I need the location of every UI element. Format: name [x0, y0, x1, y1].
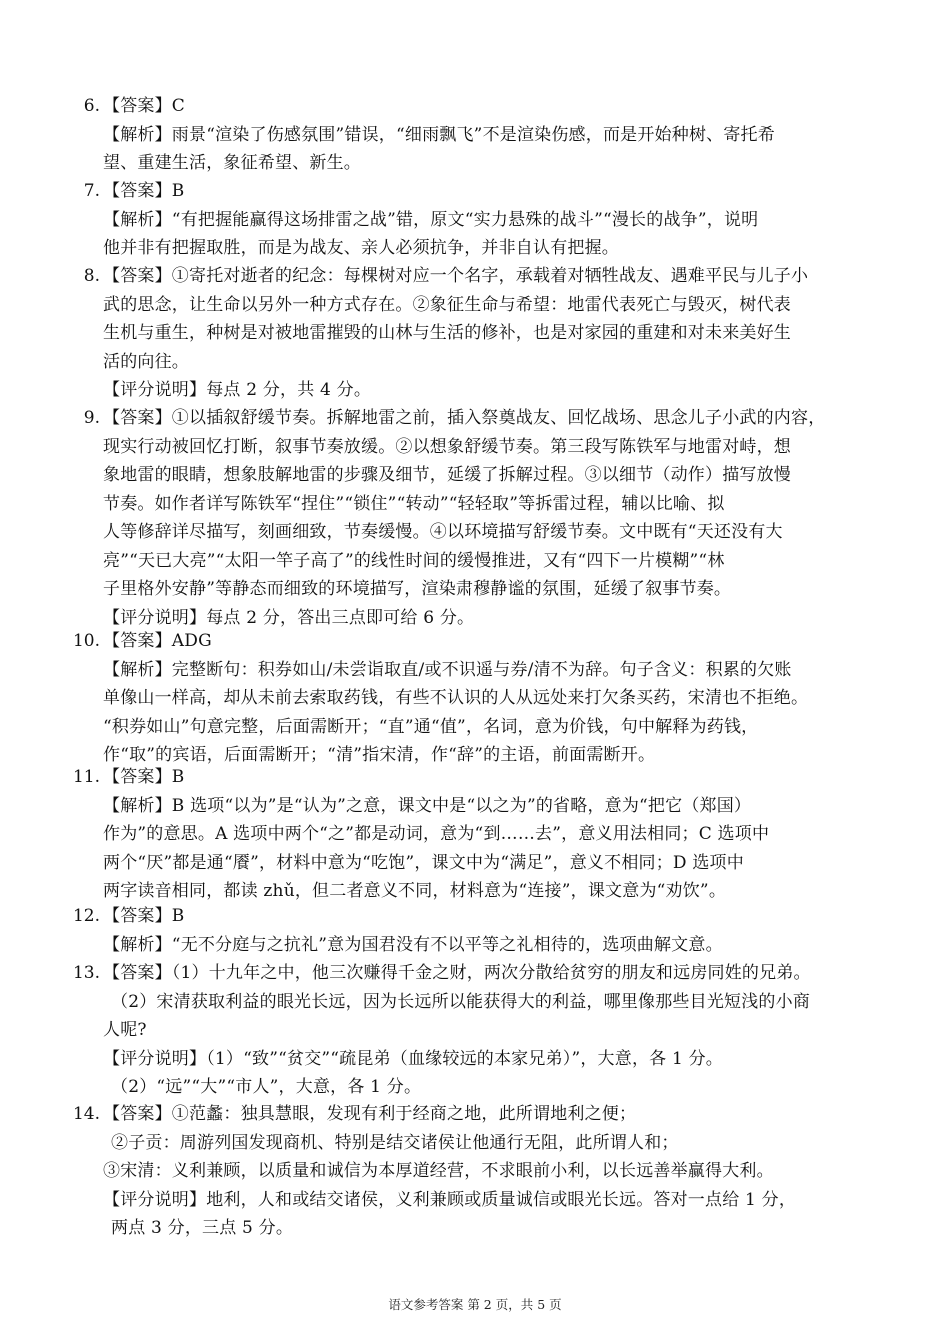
answer-line: 【评分说明】每点 2 分，共 4 分。 [103, 380, 372, 400]
answer-line: ③宋清：义利兼顾，以质量和诚信为本厚道经营，不求眼前小利，以长远善举赢得大利。 [103, 1161, 774, 1181]
answer-line: 作为”的意思。A 选项中两个“之”都是动词，意为“到……去”，意义用法相同；C 选项中 [103, 824, 770, 844]
page-footer: 语文参考答案 第 2 页，共 5 页 [388, 1297, 562, 1312]
answer-item [0, 92, 950, 178]
answer-line: 生机与重生，种树是对被地雷摧毁的山林与生活的修补，也是对家园的重建和对未来美好生 [103, 323, 791, 343]
answer-item [0, 763, 950, 906]
answer-line: 【解析】完整断句：积券如山/未尝诣取直/或不识遥与券/清不为辞。句子含义：积累的欠账 [103, 659, 792, 680]
answer-line: 【解析】“有把握能赢得这场排雷之战”错，原文“实力悬殊的战斗”“漫长的战争”，说明 [103, 209, 759, 230]
answer-line: 节奏。如作者详写陈铁军“捏住”“锁住”“转动”“轻轻取”等拆雷过程，辅以比喻、拟 [103, 493, 725, 514]
answer-item [0, 1100, 950, 1243]
question-number: 8. [83, 266, 100, 286]
answer-line: 望、重建生活，象征希望、新生。 [103, 153, 361, 173]
answer-item [0, 959, 950, 1102]
answer-item [0, 627, 950, 770]
answer-line: 两字读音相同，都读 zhǔ，但二者意义不同，材料意为“连接”，课文意为“劝饮”。 [103, 881, 727, 901]
answer-line: 【答案】B [103, 181, 185, 201]
answer-line: “积券如山”句意完整，后面需断开；“直”通“值”，名词，意为价钱，句中解释为药钱， [103, 716, 759, 737]
answer-item [0, 404, 950, 632]
answer-line: 亮”“天已大亮”“太阳一竿子高了”的线性时间的缓慢推进，又有“四下一片模糊”“林 [103, 550, 725, 571]
answer-line: 【解析】“无不分庭与之抗礼”意为国君没有不以平等之礼相待的，选项曲解文意。 [103, 934, 723, 955]
answer-line: 现实行动被回忆打断，叙事节奏放缓。②以想象舒缓节奏。第三段写陈铁军与地雷对峙，想 [103, 436, 791, 457]
answer-line: ②子贡：周游列国发现商机、特别是结交诸侯让他通行无阻，此所谓人和； [111, 1132, 679, 1153]
answer-line: （2）“远”“大”“市人”，大意，各 1 分。 [111, 1077, 422, 1097]
answer-line: 【答案】ADG [103, 631, 212, 651]
answer-line: 【答案】①范蠡：独具慧眼，发现有利于经商之地，此所谓地利之便； [103, 1104, 637, 1124]
answer-line: 他并非有把握取胜，而是为战友、亲人必须抗争，并非自认有把握。 [103, 238, 619, 258]
answer-line: 武的思念，让生命以另外一种方式存在。②象征生命与希望：地雷代表死亡与毁灭，树代表 [103, 294, 791, 315]
question-number: 10. [72, 631, 100, 651]
answer-line: 人呢? [103, 1020, 147, 1040]
answer-line: 【答案】（1）十九年之中，他三次赚得千金之财，两次分散给贫穷的朋友和远房同姓的兄弟。 [103, 963, 811, 983]
answer-line: （2）宋清获取利益的眼光长远，因为长远所以能获得大的利益，哪里像那些目光短浅的小商 [111, 991, 811, 1012]
answer-line: 【答案】①以插叙舒缓节奏。拆解地雷之前，插入祭奠战友、回忆战场、思念儿子小武的内容， [103, 408, 826, 428]
answer-item [0, 262, 950, 405]
answer-line: 【答案】B [103, 767, 185, 787]
answer-line: 【评分说明】（1）“致”“贫交”“疏昆弟（血缘较远的本家兄弟）”，大意，各 1 分。 [103, 1048, 723, 1069]
question-number: 11. [72, 767, 100, 787]
answer-line: 子里格外安静”等静态而细致的环境描写，渲染肃穆静谧的氛围，延缓了叙事节奏。 [103, 579, 732, 599]
answer-line: 活的向往。 [103, 351, 189, 372]
answer-line: 【评分说明】地利，人和或结交诸侯，义利兼顾或质量诚信或眼光长远。答对一点给 1 分， [103, 1189, 797, 1210]
answer-line: 人等修辞详尽描写，刻画细致，节奏缓慢。④以环境描写舒缓节奏。文中既有“天还没有大 [103, 522, 783, 542]
answer-line: 【评分说明】每点 2 分，答出三点即可给 6 分。 [103, 607, 475, 628]
answer-item [0, 177, 950, 263]
answer-line: 作“取”的宾语，后面需断开；“清”指宋清，作“辞”的主语，前面需断开。 [103, 745, 656, 765]
answer-line: 两个“厌”都是通“餍”，材料中意为“吃饱”，课文中为“满足”，意义不相同；D 选项中 [103, 852, 744, 873]
question-number: 12. [72, 906, 100, 926]
question-number: 13. [72, 963, 100, 983]
answer-line: 【答案】①寄托对逝者的纪念：每棵树对应一个名字，承载着对牺牲战友、遇难平民与儿子小 [103, 266, 809, 286]
answer-line: 两点 3 分，三点 5 分。 [111, 1218, 294, 1238]
answer-line: 【答案】B [103, 906, 185, 926]
answer-line: 【解析】B 选项“以为”是“认为”之意，课文中是“以之为”的省略，意为“把它（郑国） [103, 795, 752, 816]
question-number: 6. [83, 96, 100, 116]
answer-line: 单像山一样高，却从未前去索取药钱，有些不认识的人从远处来打欠条买药，宋清也不拒绝。 [103, 688, 809, 708]
answer-line: 【解析】雨景“渲染了伤感氛围”错误，“细雨飘飞”不是渲染伤感，而是开始种树、寄托希 [103, 124, 775, 145]
answer-line: 【答案】C [103, 96, 186, 116]
question-number: 14. [72, 1104, 100, 1124]
answer-item [0, 902, 950, 959]
answer-line: 象地雷的眼睛，想象肢解地雷的步骤及细节，延缓了拆解过程。③以细节（动作）描写放慢 [103, 465, 791, 485]
question-number: 7. [83, 181, 100, 201]
question-number: 9. [83, 408, 100, 428]
